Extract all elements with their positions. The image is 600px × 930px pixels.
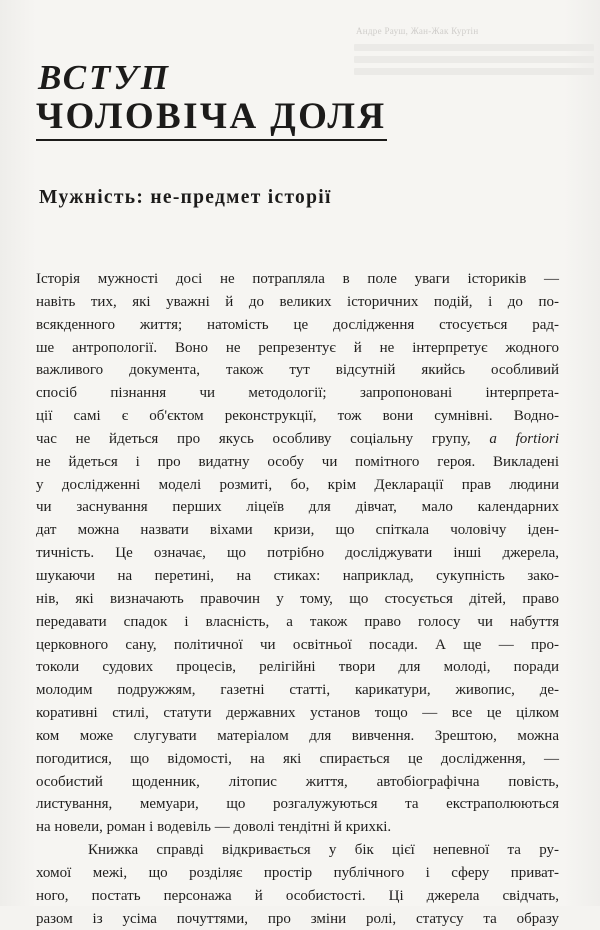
text-line: ше антропології. Воно не репрезентує й не інтерпретує жодного	[36, 339, 559, 356]
text-line: шукаючи на перетині, на стиках: наприклад, сукупність зако-	[36, 567, 559, 584]
section-heading: Мужність: не-предмет історії	[39, 187, 332, 208]
text-line: ком може слугувати матеріалом для вивчення. Зрештою, можна	[36, 727, 559, 744]
show-through-line	[354, 44, 594, 51]
text-line: тичність. Це означає, що потрібно досліджувати інші джерела,	[36, 545, 559, 562]
text-line: ного, постать персонажа й особистості. Ці джерела свідчать,	[36, 887, 559, 904]
text-line: молодим подружжям, газетні статті, карикатури, живопис, де-	[36, 682, 559, 699]
text-line: всякденного життя; натомість це дослідження стосується рад-	[36, 316, 559, 333]
text-segment: час не йдеться про якусь особливу соціальну групу,	[36, 430, 471, 447]
text-line-with-italic	[36, 428, 559, 451]
body-text	[36, 268, 559, 930]
text-line: дат можна назвати віхами кризи, що спіткала чоловічу іден-	[36, 522, 559, 539]
text-line: особистий щоденник, літопис життя, автобіографічна повість,	[36, 773, 559, 790]
chapter-title: ЧОЛОВІЧА ДОЛЯ	[36, 97, 387, 141]
text-line: нів, які визначають правочин у тому, що стосується дітей, право	[36, 590, 559, 607]
running-head: Андре Рауш, Жан-Жак Куртін	[356, 26, 479, 36]
text-line: ції самі є об'єктом реконструкції, тож вони сумнівні. Водно-	[36, 408, 559, 425]
chapter-label: ВСТУП	[38, 58, 172, 97]
text-line: хомої межі, що розділяє простір публічного і сферу приват-	[36, 864, 559, 881]
italic-phrase: a fortiori	[489, 430, 559, 447]
text-line: разом із усіма почуттями, про зміни ролі, статусу та образу	[36, 910, 559, 927]
text-line: коративні стилі, статути державних установ тощо — все це цілком	[36, 705, 559, 722]
text-line: важливого документа, також тут відсутній якийсь особливий	[36, 362, 559, 379]
text-line: Історія мужності досі не потрапляла в поле уваги істориків —	[36, 271, 559, 287]
text-line: церковного сану, політичної чи освітньої посади. А ще — про-	[36, 636, 559, 653]
text-line: погодитися, що відомості, на які спирається це дослідження, —	[36, 750, 559, 767]
text-line-paragraph-start: Книжка справді відкривається у бік цієї непевної та ру-	[88, 842, 559, 859]
text-line: у дослідженні моделі розмиті, бо, крім Декларації прав людини	[36, 476, 559, 493]
text-line: на новели, роман і водевіль — доволі тендітні й крихкі.	[36, 819, 392, 836]
text-line: токоли судових процесів, релігійні твори для молоді, поради	[36, 659, 559, 676]
text-line: передавати спадок і власність, а також право голосу чи набуття	[36, 613, 559, 630]
text-line: спосіб пізнання чи методології; запропоновані інтерпрета-	[36, 385, 559, 402]
text-line: чи заснування перших ліцеїв для дівчат, мало календарних	[36, 499, 559, 516]
text-line: листування, мемуари, що розгалужуються та екстраполюються	[36, 796, 559, 813]
text-line: навіть тих, які уважні й до великих історичних подій, і до по-	[36, 293, 559, 310]
show-through-line	[354, 68, 594, 75]
text-line: не йдеться і про видатну особу чи помітного героя. Викладені	[36, 453, 559, 470]
show-through-line	[354, 56, 594, 63]
